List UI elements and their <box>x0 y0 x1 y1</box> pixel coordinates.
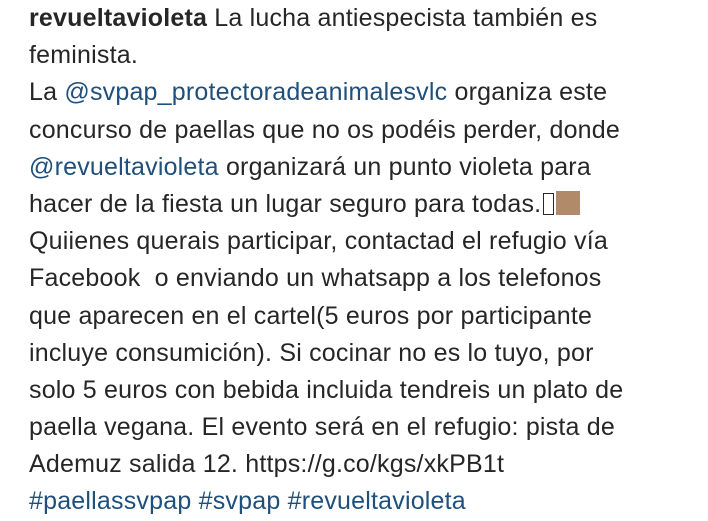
caption-text: paella vegana. El evento será en el refugio: pista de <box>29 413 615 442</box>
caption-text: hacer de la fiesta un lugar seguro para todas. <box>29 189 542 218</box>
caption-line-7 <box>29 223 705 260</box>
caption-line-2 <box>29 37 705 74</box>
caption-line-3 <box>29 74 705 111</box>
caption-text: concurso de paellas que no os podéis perder, donde <box>29 115 620 144</box>
hashtag-link[interactable]: #svpap <box>198 487 281 516</box>
caption-line-9 <box>29 298 705 335</box>
mention-link-revueltavioleta[interactable]: @revueltavioleta <box>29 152 219 181</box>
caption-line-6 <box>29 186 705 223</box>
mention-link-svpap[interactable]: @svpap_protectoradeanimalesvlc <box>64 78 448 107</box>
raised-fist-medium-skin-tone-icon <box>556 191 580 215</box>
caption-line-10 <box>29 335 705 372</box>
caption-line-1 <box>29 0 705 37</box>
caption-line-4 <box>29 112 705 149</box>
hashtag-link[interactable]: #revueltavioleta <box>287 487 466 516</box>
hashtag-link[interactable]: #paellassvpap <box>29 487 192 516</box>
post-caption <box>29 0 705 521</box>
caption-text: organiza este <box>447 78 608 107</box>
caption-line-11 <box>29 372 705 409</box>
missing-glyph-icon <box>543 193 554 215</box>
caption-line-14 <box>29 483 705 520</box>
caption-text: La lucha antiespecista también es <box>207 4 598 32</box>
caption-text: incluye consumición). Si cocinar no es lo tuyo, por <box>29 338 594 367</box>
caption-line-12 <box>29 409 705 446</box>
caption-username[interactable]: revueltavioleta <box>29 4 208 32</box>
caption-line-13 <box>29 446 705 483</box>
caption-text: La <box>29 78 65 107</box>
caption-text: solo 5 euros con bebida incluida tendreis un plato de <box>29 375 624 404</box>
caption-text: Ademuz salida 12. https://g.co/kgs/xkPB1t <box>29 450 505 479</box>
caption-text: feminista. <box>29 41 138 70</box>
caption-text: Facebook o enviando un whatsapp a los telefonos <box>29 264 602 293</box>
caption-line-8 <box>29 260 705 297</box>
caption-line-5 <box>29 149 705 186</box>
caption-text: que aparecen en el cartel(5 euros por participante <box>29 301 593 330</box>
caption-text: Quiienes querais participar, contactad el refugio vía <box>29 227 608 256</box>
caption-text: organizará un punto violeta para <box>218 152 591 181</box>
